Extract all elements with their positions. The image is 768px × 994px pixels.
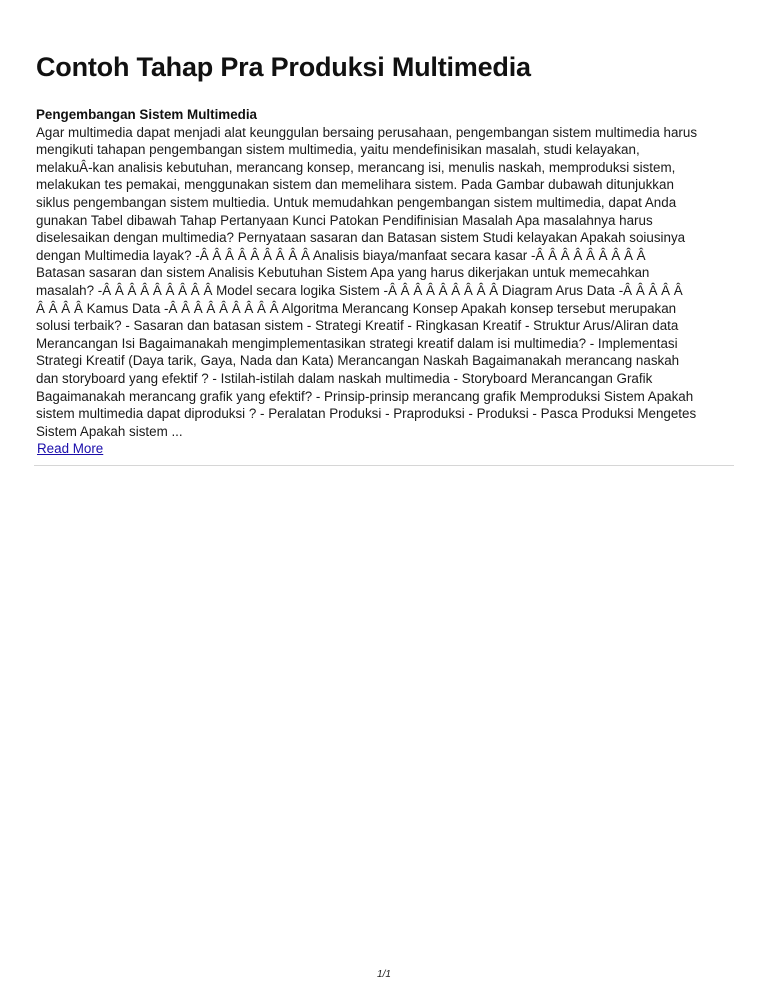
body-text-line: diselesaikan dengan multimedia? Pernyataan sasaran dan Batasan sistem Studi kelayakan Apakah soiusinya [36, 230, 686, 246]
divider [34, 465, 734, 466]
body-text-line: Â Â Â Â Kamus Data -Â Â Â Â Â Â Â Â Â Algoritma Merancang Konsep Apakah konsep tersebut merupakan [36, 300, 677, 316]
body-text-line: dan storyboard yang efektif ? - Istilah-istilah dalam naskah multimedia - Storyboard Merancangan Grafik [36, 370, 653, 386]
body-text-line: Strategi Kreatif (Daya tarik, Gaya, Nada dan Kata) Merancangan Naskah Bagaimanakah merancang naskah [36, 353, 680, 369]
article-body [36, 124, 736, 441]
body-text-line: sistem multimedia dapat diproduksi ? - Peralatan Produksi - Praproduksi - Produksi - Pasca Produksi Mengetes [36, 406, 697, 422]
section-heading: Pengembangan Sistem Multimedia [36, 107, 257, 122]
body-text-line: siklus pengembangan sistem multiedia. Untuk memudahkan pengembangan sistem multimedia, dapat Anda [36, 194, 677, 210]
body-text-line: masalah? -Â Â Â Â Â Â Â Â Â Model secara logika Sistem -Â Â Â Â Â Â Â Â Â Diagram Arus Data -Â Â Â Â Â [36, 282, 683, 298]
body-text-line: melakuÂ-kan analisis kebutuhan, merancang konsep, merancang isi, menulis naskah, memproduksi sistem, [36, 159, 676, 175]
body-text-line: gunakan Tabel dibawah Tahap Pertanyaan Kunci Patokan Pendifinisian Masalah Apa masalahnya harus [36, 212, 653, 228]
body-text-line: Sistem Apakah sistem ... [36, 423, 183, 439]
body-text-line: Bagaimanakah merancang grafik yang efektif? - Prinsip-prinsip merancang grafik Memproduksi Sistem Apakah [36, 388, 694, 404]
body-text-line: melakukan tes pemakai, menggunakan sistem dan memelihara sistem. Pada Gambar dubawah ditunjukkan [36, 177, 674, 193]
read-more-link[interactable]: Read More [37, 441, 104, 457]
body-text-line: Merancangan Isi Bagaimanakah mengimplementasikan strategi kreatif dalam isi multimedia? - Implementasi [36, 335, 678, 351]
body-text-line: mengikuti tahapan pengembangan sistem multimedia, yaitu mendefinisikan masalah, studi kelayakan, [36, 142, 640, 158]
body-text-line: Batasan sasaran dan sistem Analisis Kebutuhan Sistem Apa yang harus dikerjakan untuk memecahkan [36, 265, 650, 281]
article-excerpt [36, 106, 736, 458]
body-text-line: dengan Multimedia layak? -Â Â Â Â Â Â Â Â Â Analisis biaya/manfaat secara kasar -Â Â Â Â Â Â Â Â Â [36, 247, 646, 263]
body-text-line: Agar multimedia dapat menjadi alat keunggulan bersaing perusahaan, pengembangan sistem multimedia harus [36, 124, 698, 140]
page-number: 1/1 [377, 969, 391, 980]
page-title: Contoh Tahap Pra Produksi Multimedia [36, 52, 531, 82]
body-text-line: solusi terbaik? - Sasaran dan batasan sistem - Strategi Kreatif - Ringkasan Kreatif - Struktur Arus/Aliran data [36, 318, 679, 334]
